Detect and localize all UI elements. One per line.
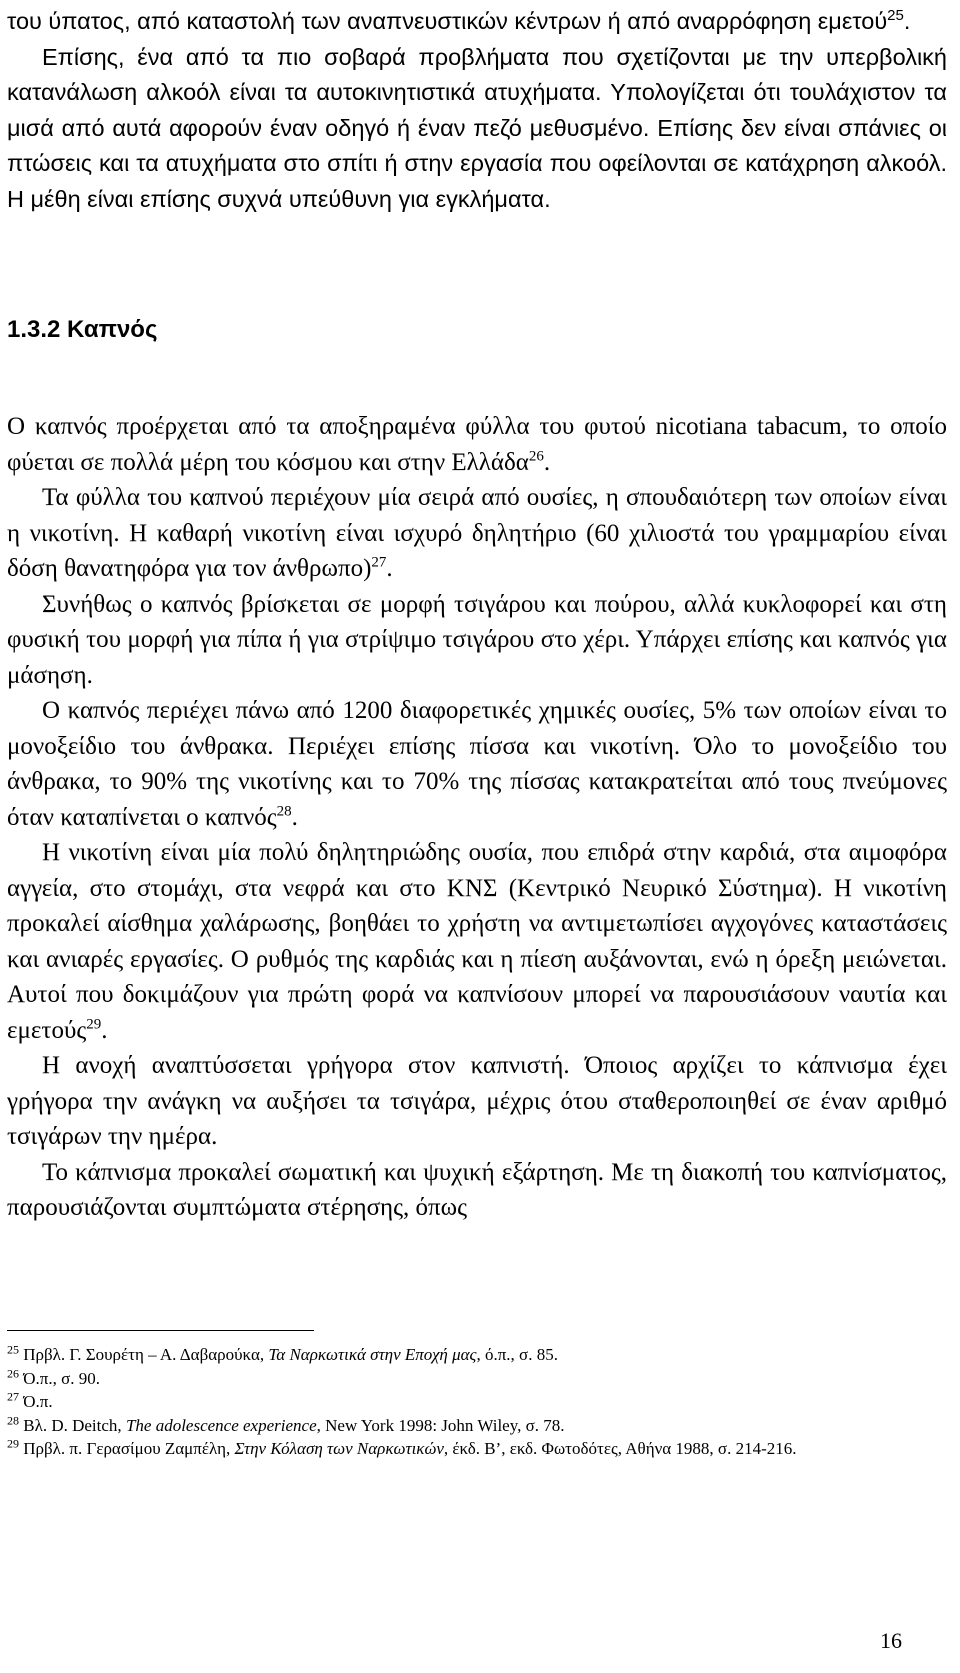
footnote-ref[interactable]: 25 [887, 7, 904, 25]
footnote-title: Στην Κόλαση των Ναρκωτικών [234, 1439, 444, 1458]
paragraph-text: Ο καπνός περιέχει πάνω από 1200 διαφορετικές χημικές ουσίες, 5% των οποίων είναι το μονοξείδιο του άνθρακα. Περιέχει επίσης πίσσα και νικοτίνη. Όλο το μονοξείδιο του άνθρακα, το 90% της νικοτίνης και το 70% της πίσσας κατακρατείται από τους πνεύμονες όταν καταπίνεται ο καπνός [7, 697, 947, 831]
footnote-text: , New York 1998: John Wiley, σ. 78. [316, 1415, 565, 1435]
footnote-number: 27 [7, 1389, 19, 1404]
paragraph-tolerance: Η ανοχή αναπτύσσεται γρήγορα στον καπνιστή. Όποιος αρχίζει το κάπνισμα έχει γρήγορα την ανάγκη να αυξήσει τα τσιγάρα, μέχρις ότου σταθεροποιηθεί σε έναν αριθμό τσιγάρων την ημέρα. [7, 1052, 947, 1150]
footnote-ref[interactable]: 26 [528, 448, 544, 465]
footnote-item [7, 1390, 947, 1414]
footnote-text: Πρβλ. Γ. Σουρέτη – Α. Δαβαρούκα, [19, 1345, 269, 1364]
paragraph-tobacco-forms: Συνήθως ο καπνός βρίσκεται σε μορφή τσιγάρου και πούρου, αλλά κυκλοφορεί και στη φυσική του μορφή για πίπα ή για στρίψιμο τσιγάρου στο χέρι. Υπάρχει επίσης και καπνός για μάσηση. [7, 590, 947, 689]
body-text-block [7, 409, 947, 1226]
footnote-separator [7, 1330, 314, 1331]
paragraph-continuation [7, 4, 947, 40]
footnote-number: 28 [7, 1412, 19, 1427]
footnote-item [7, 1414, 947, 1438]
paragraph-alcohol-accidents: Επίσης, ένα από τα πιο σοβαρά προβλήματα που σχετίζονται με την υπερβολική κατανάλωση αλκοόλ είναι τα αυτοκινητιστικά ατυχήματα. Υπολογίζεται ότι τουλάχιστον τα μισά από αυτά αφορούν έναν οδηγό ή έναν πεζό μεθυσμένο. Επίσης δεν είναι σπάνιες οι πτώσεις και τα ατυχήματα στο σπίτι ή στην εργασία που οφείλονται σε κατάχρηση αλκοόλ. Η μέθη είναι επίσης συχνά υπεύθυνη για εγκλήματα. [7, 43, 947, 212]
footnote-text: , ό.π., σ. 85. [476, 1345, 558, 1364]
paragraph-chemicals [7, 693, 947, 835]
paragraph-end: . [101, 1016, 108, 1044]
paragraph-end: . [386, 555, 393, 582]
footnote-title: The adolescence experience [125, 1415, 317, 1435]
paragraph-nicotine [7, 480, 947, 587]
footnote-number: 26 [7, 1365, 19, 1380]
footnote-number: 25 [7, 1342, 19, 1357]
paragraph-tobacco-origin [7, 409, 947, 480]
footnote-title: Τα Ναρκωτικά στην Εποχή μας [268, 1345, 477, 1364]
footnote-text: Ό.π. [19, 1392, 53, 1411]
paragraph-text: Η νικοτίνη είναι μία πολύ δηλητηριώδης ουσία, που επιδρά στην καρδιά, στα αιμοφόρα αγγεία, στο στομάχι, στα νεφρά και στο ΚΝΣ (Κεντρικό Νευρικό Σύστημα). Η νικοτίνη προκαλεί αίσθημα χαλάρωσης, βοηθάει το χρήστη να αντιμετωπίσει αγχογόνες καταστάσεις και ανιαρές εργασίες. Ο ρυθμός της καρδιάς και η πίεση αυξάνονται, ενώ η όρεξη μειώνεται. Αυτοί που δοκιμάζουν για πρώτη φορά να καπνίσουν μπορεί να παρουσιάσουν ναυτία και εμετούς [7, 839, 947, 1044]
footnote-text: , έκδ. Β’, εκδ. Φωτοδότες, Αθήνα 1988, σ. 214-216. [443, 1439, 797, 1458]
footnote-ref[interactable]: 28 [276, 803, 292, 820]
section-heading: 1.3.2 Καπνός [7, 316, 158, 343]
paragraph-nicotine-effects [7, 835, 947, 1048]
footnote-number: 29 [7, 1436, 19, 1451]
footnote-text: Πρβλ. π. Γερασίμου Ζαμπέλη, [19, 1439, 235, 1458]
paragraph-end: . [543, 448, 551, 476]
paragraph-end: . [291, 803, 298, 831]
paragraph-text: του ύπατος, από καταστολή των αναπνευστικών κέντρων ή από αναρρόφηση εμετού [7, 8, 888, 34]
paragraph-text: Ο καπνός προέρχεται από τα αποξηραμένα φύλλα του φυτού nicotiana tabacum, το οποίο φύεται σε πολλά μέρη του κόσμου και στην Ελλάδα [7, 413, 947, 476]
footnote-text: Ό.π., σ. 90. [19, 1368, 101, 1388]
paragraph-text: Τα φύλλα του καπνού περιέχουν μία σειρά από ουσίες, η σπουδαιότερη των οποίων είναι η νικοτίνη. Η καθαρή νικοτίνη είναι ισχυρό δηλητήριο (60 χιλιοστά του γραμμαρίου είναι δόση θανατηφόρα για τον άνθρωπο) [7, 484, 947, 582]
paragraph-end: . [903, 8, 911, 34]
top-text-block [7, 4, 947, 217]
footnote-text: Βλ. D. Deitch, [19, 1415, 126, 1435]
footnotes [7, 1343, 947, 1461]
footnote-item [7, 1437, 947, 1461]
page-number: 16 [880, 1628, 902, 1653]
footnote-ref[interactable]: 27 [371, 554, 387, 571]
paragraph-dependence: Το κάπνισμα προκαλεί σωματική και ψυχική εξάρτηση. Με τη διακοπή του καπνίσματος, παρουσιάζονται συμπτώματα στέρησης, όπως [7, 1158, 947, 1221]
footnote-ref[interactable]: 29 [86, 1016, 102, 1033]
footnote-item [7, 1343, 947, 1367]
footnote-item [7, 1367, 947, 1391]
